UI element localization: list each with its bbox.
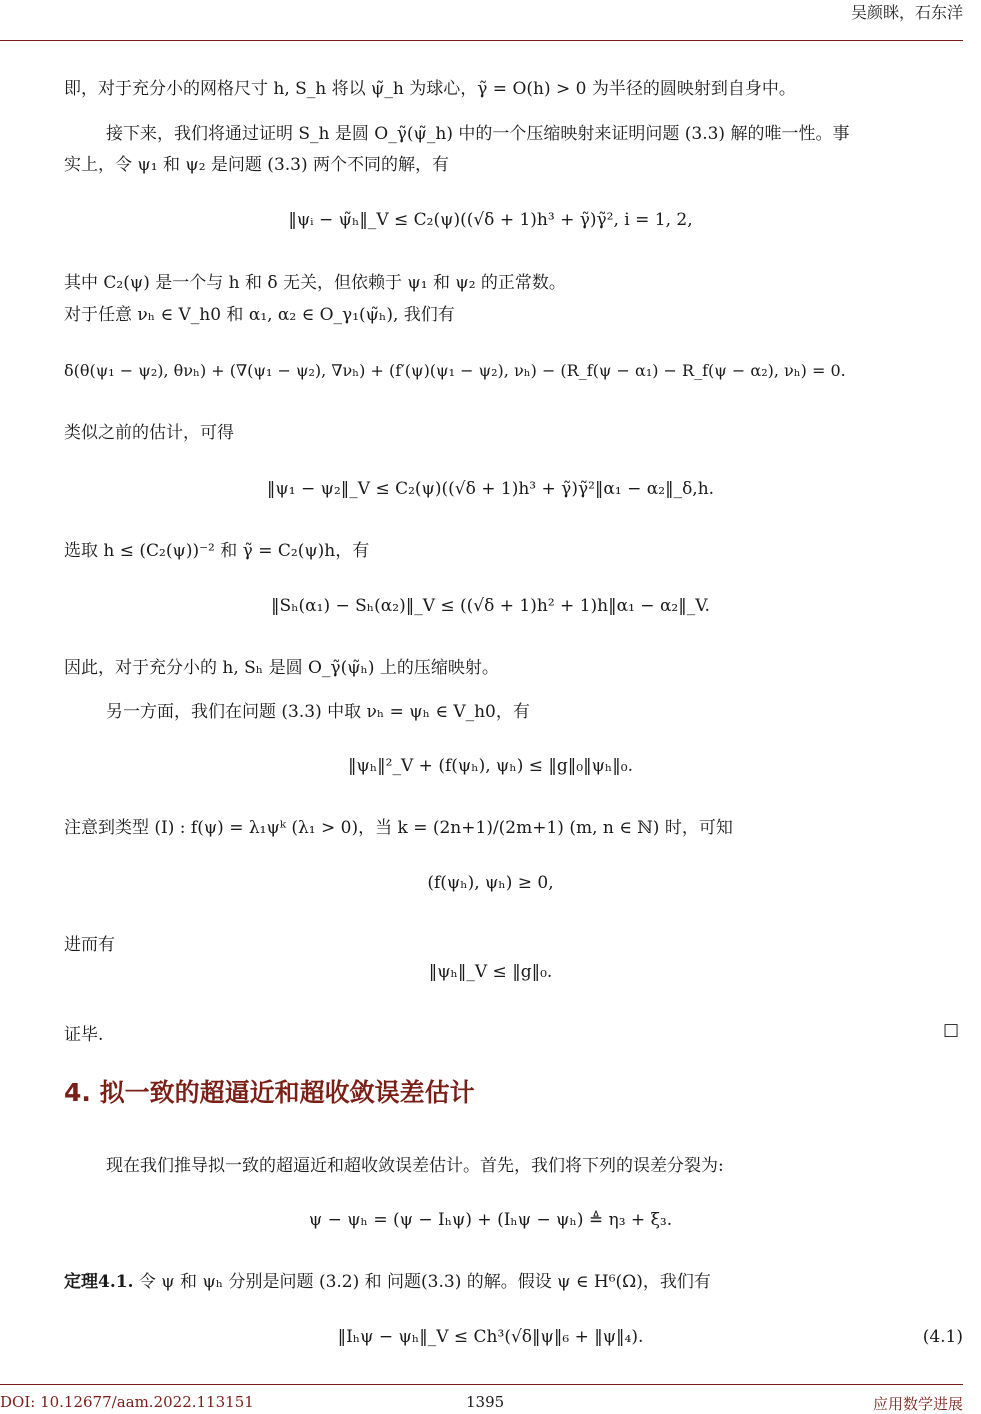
paragraph-12: 现在我们推导拟一致的超逼近和超收敛误差估计。首先，我们将下列的误差分裂为:: [106, 1156, 724, 1176]
theorem-statement: 令 ψ 和 ψₕ 分别是问题 (3.2) 和 问题(3.3) 的解。假设 ψ ∈ H⁶(Ω)，我们有: [133, 1272, 711, 1292]
paragraph-4: 对于任意 νₕ ∈ V_h0 和 α₁, α₂ ∈ O_γ₁(ψ̃ₕ), 我们有: [64, 305, 455, 325]
footer-doi: DOI: 10.12677/aam.2022.113151: [0, 1393, 254, 1411]
paragraph-5: 类似之前的估计，可得: [64, 423, 234, 443]
header-rule: [0, 40, 963, 41]
equation-1: ‖ψᵢ − ψ̃ₕ‖_V ≤ C₂(ψ)((√δ + 1)h³ + γ̃)γ̃², i = 1, 2,: [288, 210, 693, 230]
section-heading: 4. 拟一致的超逼近和超收敛误差估计: [64, 1078, 475, 1107]
paragraph-2-line-2: 实上，令 ψ₁ 和 ψ₂ 是问题 (3.3) 两个不同的解，有: [64, 155, 450, 175]
footer-journal: 应用数学进展: [872, 1395, 963, 1413]
equation-7: ‖ψₕ‖_V ≤ ‖g‖₀.: [428, 962, 553, 982]
equation-8: ψ − ψₕ = (ψ − Iₕψ) + (Iₕψ − ψₕ) ≜ η₃ + ξ₃.: [308, 1210, 673, 1230]
theorem-label: 定理4.1.: [64, 1272, 134, 1292]
footer-rule: [0, 1384, 963, 1385]
paragraph-6: 选取 h ≤ (C₂(ψ))⁻² 和 γ̃ = C₂(ψ)h，有: [64, 541, 370, 561]
page-number: 1395: [466, 1393, 505, 1411]
equation-5: ‖ψₕ‖²_V + (f(ψₕ), ψₕ) ≤ ‖g‖₀‖ψₕ‖₀.: [348, 756, 633, 776]
paragraph-3: 其中 C₂(ψ) 是一个与 h 和 δ 无关，但依赖于 ψ₁ 和 ψ₂ 的正常数。: [64, 273, 566, 293]
equation-4: ‖Sₕ(α₁) − Sₕ(α₂)‖_V ≤ ((√δ + 1)h² + 1)h‖α₁ − α₂‖_V.: [271, 596, 710, 616]
paragraph-1: 即，对于充分小的网格尺寸 h, S_h 将以 ψ̃_h 为球心，γ̃ = O(h) > 0 为半径的圆映射到自身中。: [64, 79, 796, 99]
equation-9: ‖Iₕψ − ψₕ‖_V ≤ Ch³(√δ‖ψ‖₆ + ‖ψ‖₄).: [337, 1327, 644, 1347]
paragraph-9: 注意到类型 (I) : f(ψ) = λ₁ψᵏ (λ₁ > 0)，当 k = (2n+1)/(2m+1) (m, n ∈ ℕ) 时，可知: [64, 818, 733, 838]
equation-2: δ(θ(ψ₁ − ψ₂), θνₕ) + (∇(ψ₁ − ψ₂), ∇νₕ) + (f′(ψ)(ψ₁ − ψ₂), νₕ) − (R_f(ψ − α₁) − R_f(ψ − α₂), νₕ) = 0.: [64, 361, 846, 380]
equation-6: (f(ψₕ), ψₕ) ≥ 0,: [427, 873, 554, 893]
equation-number: (4.1): [922, 1327, 963, 1347]
proof-end-text: 证毕.: [64, 1025, 104, 1045]
paragraph-7: 因此，对于充分小的 h, Sₕ 是圆 O_γ̃(ψ̃ₕ) 上的压缩映射。: [64, 658, 499, 678]
equation-3: ‖ψ₁ − ψ₂‖_V ≤ C₂(ψ)((√δ + 1)h³ + γ̃)γ̃²‖α₁ − α₂‖_δ,h.: [266, 479, 715, 499]
paragraph-8: 另一方面，我们在问题 (3.3) 中取 νₕ = ψₕ ∈ V_h0，有: [106, 702, 530, 722]
theorem-4-1: [64, 1267, 711, 1292]
paragraph-10: 进而有: [64, 935, 115, 955]
running-head-authors: 吴颜眯，石东洋: [850, 3, 963, 22]
paragraph-2-line-1: 接下来，我们将通过证明 S_h 是圆 O_γ̃(ψ̃_h) 中的一个压缩映射来证明问题 (3.3) 解的唯一性。事: [106, 124, 850, 144]
qed-symbol: □: [942, 1020, 959, 1040]
